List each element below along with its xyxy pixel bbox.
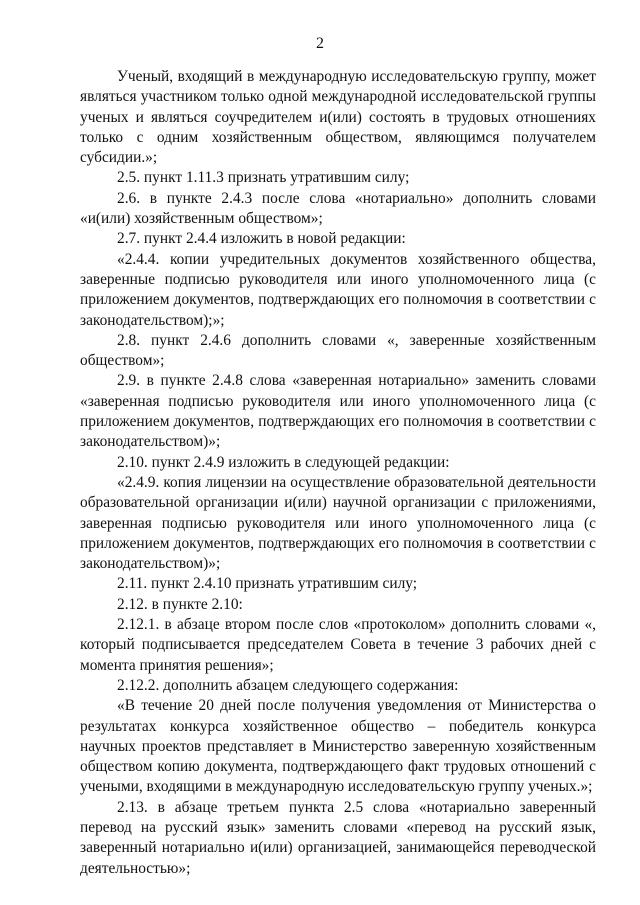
paragraph-2-4-4-text: «2.4.4. копии учредительных документов хозяйственного общества, заверенные подписью руководителя или иного уполномоченного лица (с приложением документов, подтверждающих его полномочия в соответствии с законодательством);»; — [80, 250, 596, 329]
paragraph-2-10: 2.10. пункт 2.4.9 изложить в следующей редакции: — [117, 453, 450, 471]
paragraph-2-6: 2.6. в пункте 2.4.3 после слова «нотариально» дополнить словами «и(или) хозяйственным обществом»; — [80, 189, 596, 228]
paragraph-subsidy-scientist: Ученый, входящий в международную исследовательскую группу, может являться участником только одной международной исследовательской группы ученых и являться соучредителем и(или) состоять в трудовых отношениях только с одним хозяйственным обществом, являющимся получателем субсидии.»; — [80, 68, 596, 167]
document-body — [80, 67, 596, 879]
paragraph-new-abzac: «В течение 20 дней после получения уведомления от Министерства о результатах конкурса хозяйственное общество – победитель конкурса научных проектов представляет в Министерство заверенную хозяйственным обществом копию документа, подтверждающего факт трудовых отношений с учеными, входящими в международную исследовательскую группу ученых.»; — [80, 697, 596, 796]
paragraph-2-11: 2.11. пункт 2.4.10 признать утратившим силу; — [117, 575, 418, 593]
paragraph-2-12-2: 2.12.2. дополнить абзацем следующего содержания: — [117, 676, 459, 694]
page-number: 2 — [316, 35, 324, 52]
paragraph-2-4-9-text: «2.4.9. копия лицензии на осуществление образовательной деятельности образовательной организации и(или) научной организации с приложениями, заверенная подписью руководителя или иного уполномоченного лица (с приложением документов, подтверждающих его полномочия в соответствии с законодательством)»; — [80, 473, 596, 573]
paragraph-2-8: 2.8. пункт 2.4.6 дополнить словами «, заверенные хозяйственным обществом»; — [80, 331, 596, 370]
paragraph-2-5: 2.5. пункт 1.11.3 признать утратившим силу; — [117, 169, 410, 187]
paragraph-2-9: 2.9. в пункте 2.4.8 слова «заверенная нотариально» заменить словами «заверенная подписью руководителя или иного уполномоченного лица (с приложением документов, подтверждающих его полномочия в соответствии с законодательством)»; — [80, 372, 596, 451]
paragraph-2-12: 2.12. в пункте 2.10: — [117, 595, 243, 613]
paragraph-2-7: 2.7. пункт 2.4.4 изложить в новой редакции: — [117, 230, 406, 248]
paragraph-2-13: 2.13. в абзаце третьем пункта 2.5 слова «нотариально заверенный перевод на русский язык» заменить словами «перевод на русский язык, заверенный нотариально и(или) организацией, занимающейся переводческой деятельностью»; — [80, 798, 596, 877]
paragraph-2-12-1: 2.12.1. в абзаце втором после слов «протоколом» дополнить словами «, который подписывается председателем Совета в течение 3 рабочих дней с момента принятия решения»; — [80, 616, 596, 674]
